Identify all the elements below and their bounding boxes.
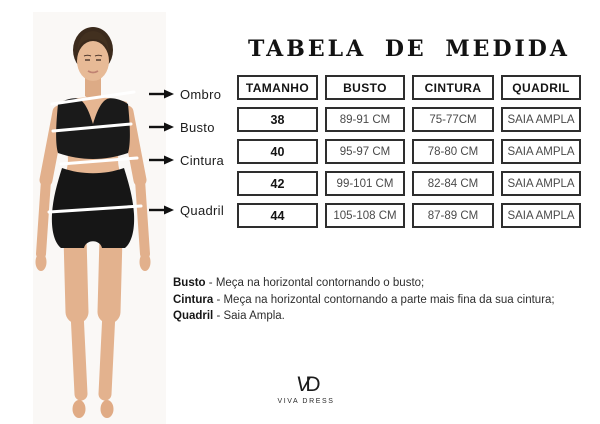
table-cell: SAIA AMPLA: [501, 171, 581, 196]
size-table: [237, 75, 581, 228]
table-cell: 89-91 CM: [325, 107, 405, 132]
pointer-label: Busto: [180, 119, 215, 135]
note-text: - Meça na horizontal contornando a parte mais fina da sua cintura;: [213, 293, 555, 306]
table-cell: 95-97 CM: [325, 139, 405, 164]
note-busto: [173, 275, 599, 292]
monogram-d: D: [305, 373, 316, 396]
table-cell: SAIA AMPLA: [501, 203, 581, 228]
pointer-busto: [148, 119, 215, 135]
arrow-right-icon: [148, 204, 174, 216]
arrow-right-icon: [148, 154, 174, 166]
note-term: Cintura: [173, 293, 214, 306]
table-cell: 40: [237, 139, 318, 164]
note-term: Quadril: [173, 310, 214, 322]
arrow-right-icon: [148, 121, 174, 133]
table-cell: 44: [237, 203, 318, 228]
table-cell: 42: [237, 171, 318, 196]
note-text: - Meça na horizontal contornando o busto;: [205, 277, 425, 289]
note-quadril: [173, 308, 599, 325]
model-right-foot: [101, 400, 114, 418]
pointer-ombro: [148, 86, 221, 102]
table-cell: 99-101 CM: [325, 171, 405, 196]
table-cell: SAIA AMPLA: [501, 107, 581, 132]
table-cell: 78-80 CM: [412, 139, 494, 164]
table-cell: SAIA AMPLA: [501, 139, 581, 164]
arrow-right-icon: [148, 88, 174, 100]
brand-name: VIVA DRESS: [277, 398, 335, 405]
table-cell: 82-84 CM: [412, 171, 494, 196]
measurement-notes: [173, 275, 599, 325]
model-left-foot: [73, 400, 86, 418]
model-figure: [15, 12, 175, 424]
table-cell: 38: [237, 107, 318, 132]
note-cintura: [173, 292, 599, 309]
table-header-cintura: CINTURA: [412, 75, 494, 100]
brand-monogram: [256, 374, 356, 396]
model-right-hand: [140, 253, 151, 271]
table-header-quadril: QUADRIL: [501, 75, 581, 100]
brand-logo: [256, 374, 356, 405]
table-header-tamanho: TAMANHO: [237, 75, 318, 100]
table-cell: 105-108 CM: [325, 203, 405, 228]
model-face: [77, 41, 109, 81]
pointer-cintura: [148, 152, 224, 168]
table-cell: 75-77CM: [412, 107, 494, 132]
page-title: TABELA DE MEDIDA: [248, 36, 570, 62]
pointer-label: Ombro: [180, 86, 222, 102]
table-cell: 87-89 CM: [412, 203, 494, 228]
model-left-hand: [36, 253, 47, 271]
pointer-label: Quadril: [180, 202, 225, 218]
monogram-v: V: [294, 373, 308, 396]
note-text: - Saia Ampla.: [213, 310, 285, 322]
pointer-label: Cintura: [180, 152, 225, 168]
note-term: Busto: [173, 277, 206, 289]
pointer-quadril: [148, 202, 224, 218]
table-header-busto: BUSTO: [325, 75, 405, 100]
model-photo: [15, 12, 175, 424]
